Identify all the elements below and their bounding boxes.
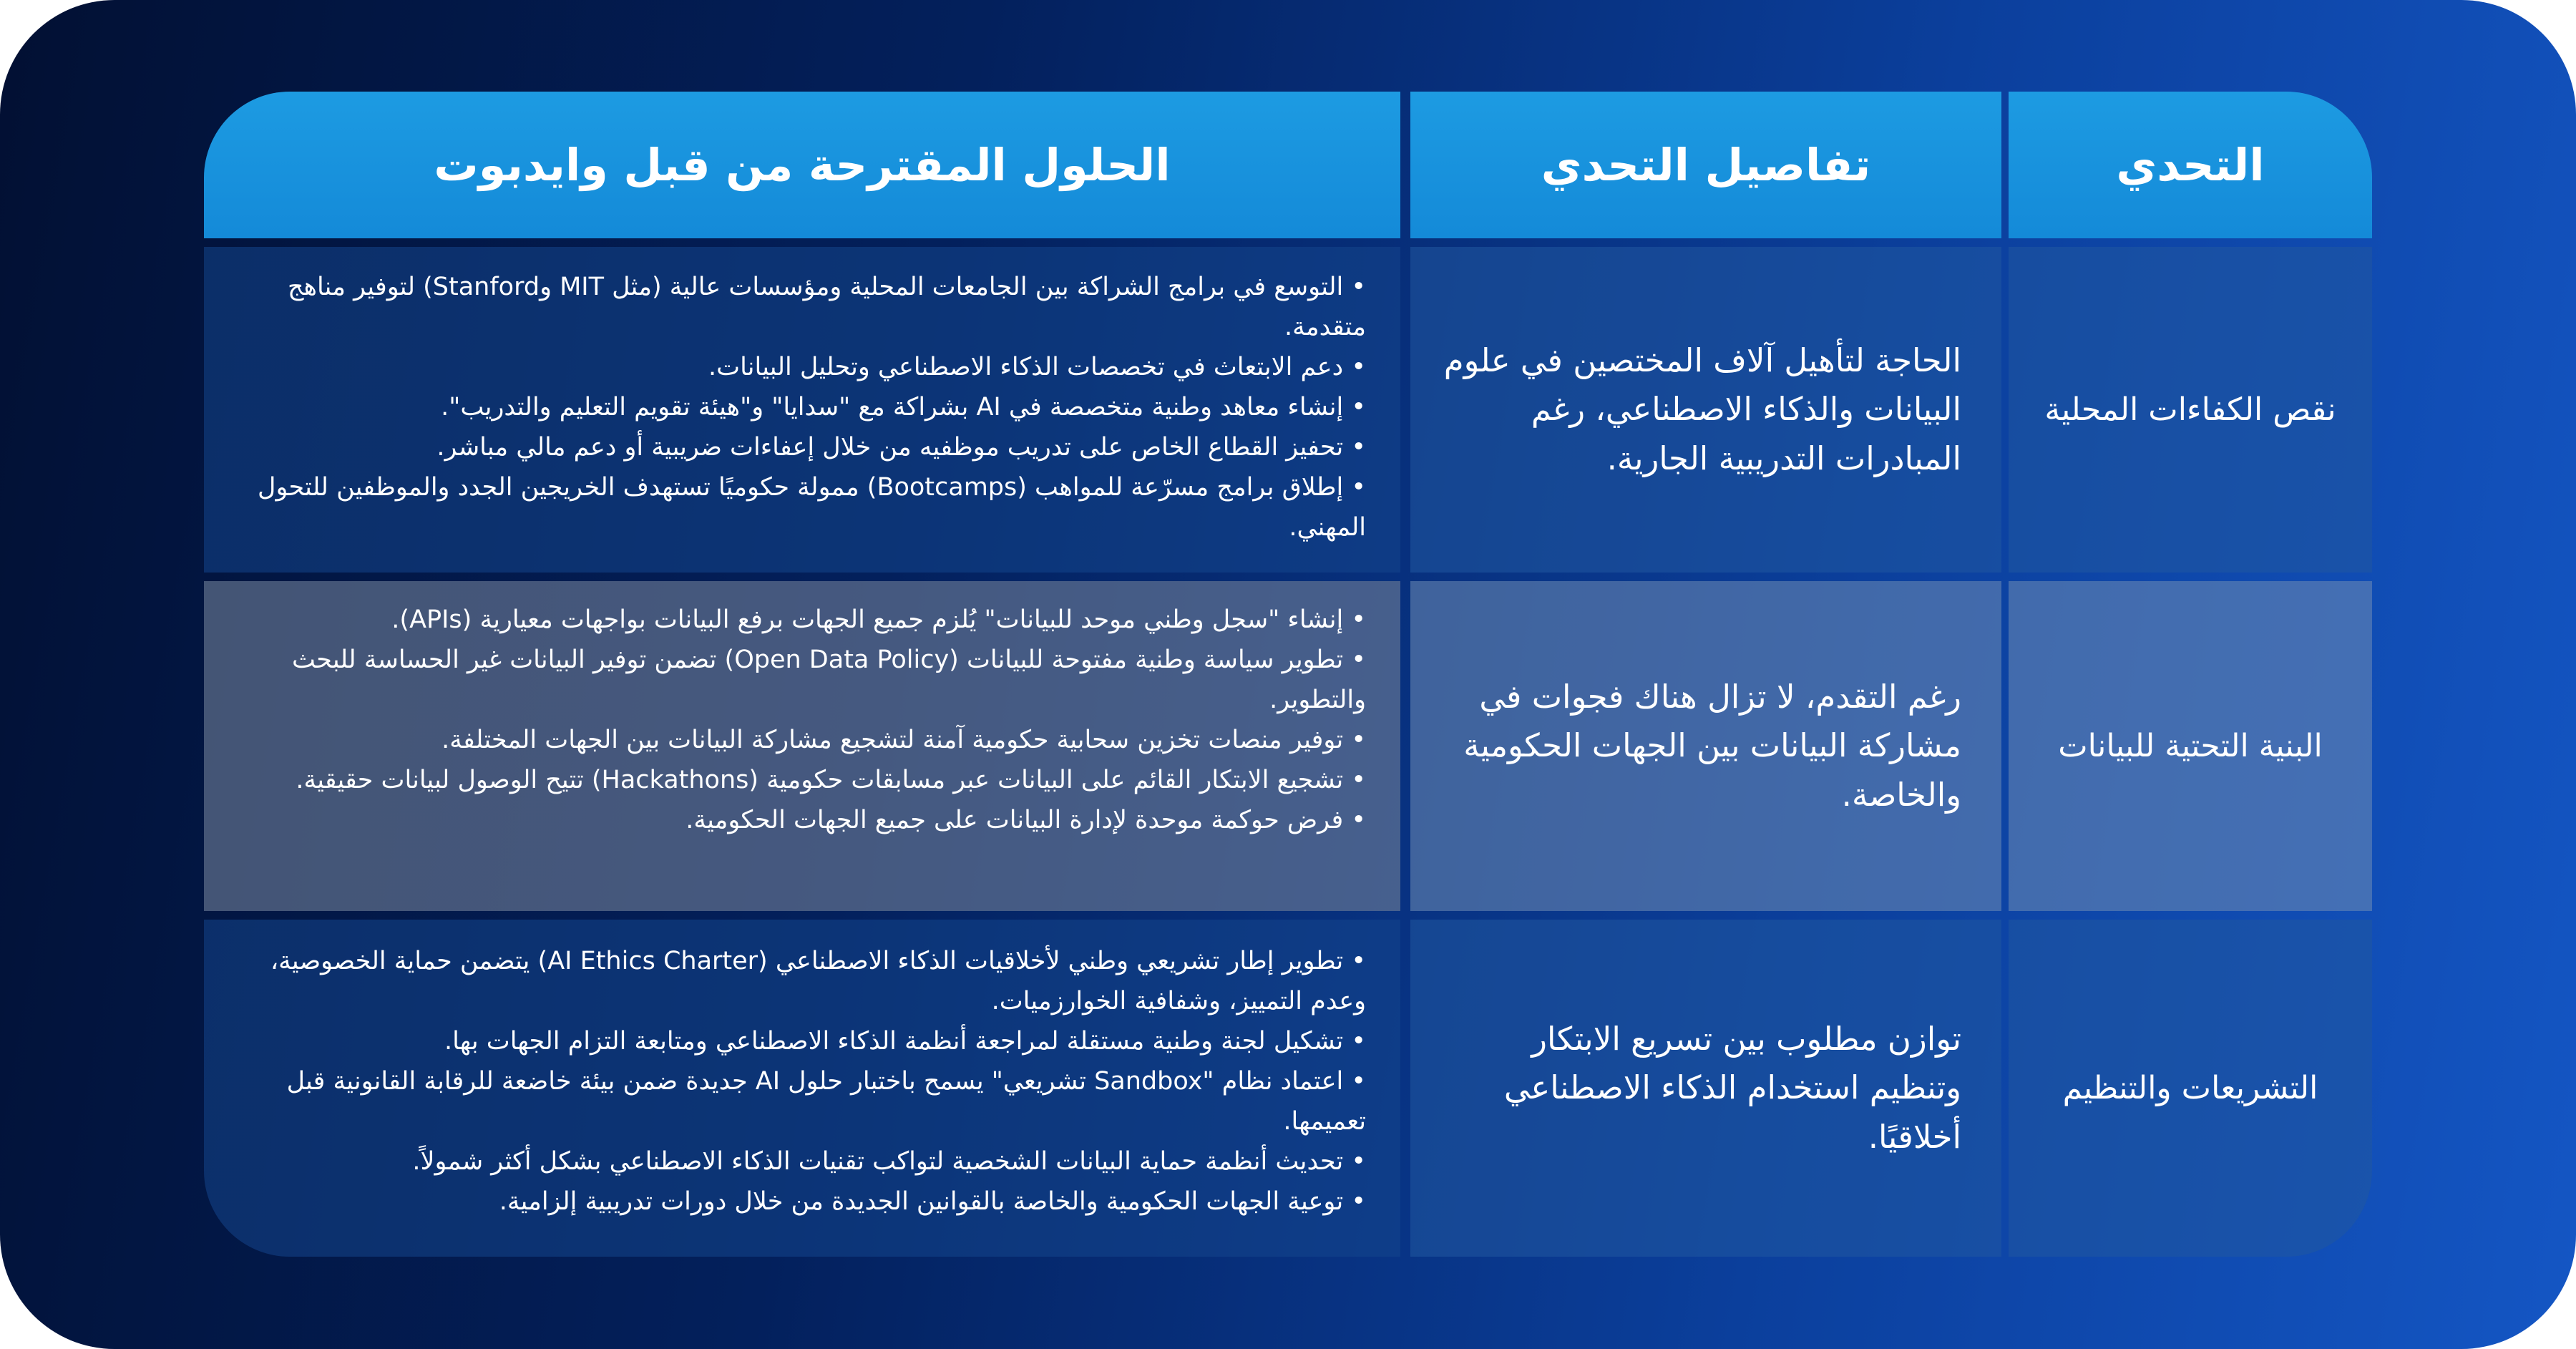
solution-item: • تحفيز القطاع الخاص على تدريب موظفيه من خلال إعفاءات ضريبية أو دعم مالي مباشر. [233, 427, 1366, 467]
solutions-cell [204, 247, 1400, 573]
solution-item: • إنشاء معاهد وطنية متخصصة في AI بشراكة مع "سدايا" و"هيئة تقويم التعليم والتدريب". [233, 387, 1366, 427]
solution-item: • فرض حوكمة موحدة لإدارة البيانات على جميع الجهات الحكومية. [233, 800, 1366, 840]
solutions-cell [204, 581, 1400, 911]
challenge-cell [2009, 920, 2372, 1257]
challenges-table [204, 92, 2372, 1257]
details-text: توازن مطلوب بين تسريع الابتكار وتنظيم استخدام الذكاء الاصطناعي أخلاقيًا. [1503, 1019, 1961, 1156]
solution-item: • تطوير سياسة وطنية مفتوحة للبيانات (Open Data Policy) تضمن توفير البيانات غير الحساسة للبحث والتطوير. [233, 640, 1366, 720]
challenge-cell [2009, 247, 2372, 573]
header-challenge [2009, 92, 2372, 238]
solutions-list [204, 920, 1400, 1257]
header-challenge-label: التحدي [2116, 139, 2265, 191]
header-solutions-label: الحلول المقترحة من قبل وايدبوت [434, 139, 1171, 191]
solution-item: • توفير منصات تخزين سحابية حكومية آمنة لتشجيع مشاركة البيانات بين الجهات المختلفة. [233, 720, 1366, 760]
header-solutions [204, 92, 1400, 238]
solution-item: • تشجيع الابتكار القائم على البيانات عبر مسابقات حكومية (Hackathons) تتيح الوصول لبيانات حقيقية. [233, 760, 1366, 800]
solution-item: • إطلاق برامج مسرّعة للمواهب (Bootcamps) ممولة حكوميًا تستهدف الخريجين الجدد والموظفين للتحول المهني. [233, 467, 1366, 547]
solution-item: • دعم الابتعاث في تخصصات الذكاء الاصطناعي وتحليل البيانات. [233, 347, 1366, 387]
challenge-text: البنية التحتية للبيانات [2058, 727, 2323, 764]
details-text: الحاجة لتأهيل آلاف المختصين في علوم البيانات والذكاء الاصطناعي، رغم المبادرات التدريبية الجارية. [1443, 341, 1961, 477]
solution-item: • توعية الجهات الحكومية والخاصة بالقوانين الجديدة من خلال دورات تدريبية إلزامية. [233, 1182, 1366, 1222]
challenge-text: نقص الكفاءات المحلية [2044, 391, 2336, 428]
solution-item: • إنشاء "سجل وطني موحد للبيانات" يُلزم جميع الجهات برفع البيانات بواجهات معيارية (APIs). [233, 600, 1366, 640]
details-text: رغم التقدم، لا تزال هناك فجوات في مشاركة البيانات بين الجهات الحكومية والخاصة. [1463, 677, 1961, 814]
solution-item: • تشكيل لجنة وطنية مستقلة لمراجعة أنظمة الذكاء الاصطناعي ومتابعة التزام الجهات بها. [233, 1021, 1366, 1061]
challenge-text: التشريعات والتنظيم [2062, 1069, 2318, 1106]
challenge-cell [2009, 581, 2372, 911]
solutions-list [204, 247, 1400, 573]
solution-item: • اعتماد نظام "Sandbox تشريعي" يسمح باختبار حلول AI جديدة ضمن بيئة خاضعة للرقابة القانونية قبل تعميمها. [233, 1061, 1366, 1141]
details-cell [1410, 247, 2001, 573]
solutions-cell [204, 920, 1400, 1257]
solution-item: • التوسع في برامج الشراكة بين الجامعات المحلية ومؤسسات عالية (مثل MIT وStanford) لتوفير مناهج متقدمة. [233, 267, 1366, 347]
details-cell [1410, 920, 2001, 1257]
solutions-list [204, 581, 1400, 911]
details-cell [1410, 581, 2001, 911]
header-details-label: تفاصيل التحدي [1541, 139, 1871, 191]
solution-item: • تحديث أنظمة حماية البيانات الشخصية لتواكب تقنيات الذكاء الاصطناعي بشكل أكثر شمولاً. [233, 1141, 1366, 1182]
header-details [1410, 92, 2001, 238]
solution-item: • تطوير إطار تشريعي وطني لأخلاقيات الذكاء الاصطناعي (AI Ethics Charter) يتضمن حماية الخصوصية، وعدم التمييز، وشفافية الخوارزميات. [233, 941, 1366, 1021]
